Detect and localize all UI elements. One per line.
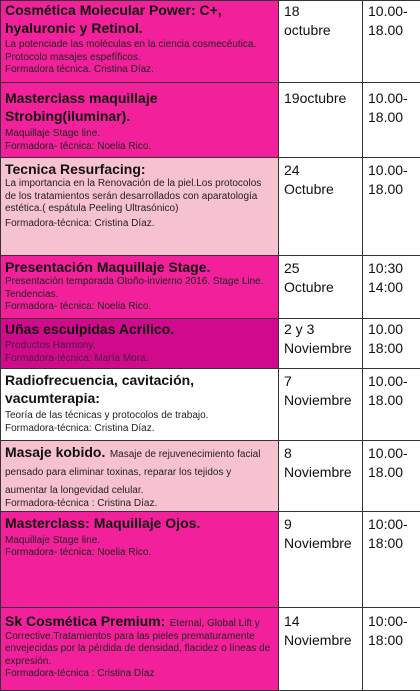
- course-date-month: Noviembre: [284, 463, 357, 482]
- course-time-start: 10:00-: [368, 515, 415, 534]
- course-time-cell: [363, 319, 420, 369]
- course-time-start: 10.00: [368, 320, 415, 339]
- course-title: Presentación Maquillaje Stage.: [5, 258, 274, 276]
- course-title: Radiofrecuencia, cavitación, vacumterapia:: [5, 371, 274, 407]
- course-description: Maquillaje Stage line.: [5, 128, 274, 141]
- table-row: [1, 369, 420, 441]
- course-description: Teoría de las técnicas y protocolos de trabajo.: [5, 410, 274, 423]
- course-date-day: 8: [284, 444, 357, 463]
- course-description-cell: [1, 158, 279, 256]
- course-trainer: Formadora- técnica: Noelia Rico.: [5, 141, 274, 154]
- table-row: [1, 1, 420, 83]
- course-date-cell: [279, 369, 363, 441]
- course-date-cell: [279, 441, 363, 512]
- course-description: Productos Harmony.: [5, 340, 274, 353]
- course-description-cell: [1, 441, 279, 512]
- course-time-cell: [363, 256, 420, 319]
- course-date-cell: [279, 158, 363, 256]
- course-date-cell: [279, 511, 363, 607]
- course-description-cell: [1, 319, 279, 369]
- course-date-month: Noviembre: [284, 391, 357, 410]
- course-date-day: 9: [284, 515, 357, 534]
- course-time-cell: [363, 369, 420, 441]
- course-description: Presentación temporada Otoño-invierno 2016. Stage Line. Tendencias.: [5, 276, 274, 301]
- course-time-end: 18.00: [368, 463, 415, 482]
- course-date-day: 25: [284, 259, 357, 278]
- course-description-cell: [1, 256, 279, 319]
- course-time-cell: [363, 511, 420, 607]
- course-trainer: Formadora técnica. Cristina Díaz.: [5, 64, 274, 77]
- course-time-cell: [363, 1, 420, 83]
- course-title: Masterclass: Maquillaje Ojos.: [5, 514, 274, 532]
- course-description: Masaje de rejuvenecimiento facial pensado para eliminar toxinas, reparar los tejidos y aumentar la longevidad celular.: [5, 449, 260, 496]
- course-date-day: 19octubre: [284, 89, 357, 108]
- course-date-day: 18: [284, 2, 357, 21]
- course-time-end: 18:00: [368, 534, 415, 553]
- course-description-cell: [1, 369, 279, 441]
- course-date-month: octubre: [284, 21, 357, 40]
- course-time-cell: [363, 83, 420, 158]
- course-time-start: 10.00-: [368, 89, 415, 108]
- course-title: Sk Cosmética Premium:: [5, 613, 165, 629]
- course-title: Cosmética Molecular Power: C+, hyaluronic y Retinol.: [5, 1, 274, 37]
- table-row: [1, 511, 420, 607]
- course-trainer: Formadora-técnica : Cristina Díaz: [5, 668, 274, 681]
- table-row: [1, 607, 420, 690]
- table-row: [1, 319, 420, 369]
- course-trainer: Formadora-técnica: Cristina Díaz.: [5, 423, 274, 436]
- course-time-end: 18:00: [368, 631, 415, 650]
- course-title: Tecnica Resurfacing:: [5, 160, 274, 178]
- course-time-cell: [363, 441, 420, 512]
- course-description-cell: [1, 1, 279, 83]
- course-description-cell: [1, 83, 279, 158]
- course-time-start: 10:30: [368, 259, 415, 278]
- course-description-cell: [1, 511, 279, 607]
- course-date-month: Noviembre: [284, 339, 357, 358]
- course-time-start: 10.00-: [368, 372, 415, 391]
- table-row: [1, 158, 420, 256]
- course-description: Maquillaje Stage line.: [5, 535, 274, 548]
- course-time-start: 10.00-: [368, 161, 415, 180]
- course-time-end: 18.00: [368, 391, 415, 410]
- course-title: Masaje kobido.: [5, 444, 105, 460]
- course-time-end: 18.00: [368, 180, 415, 199]
- course-time-start: 10:00-: [368, 612, 415, 631]
- course-date-cell: [279, 319, 363, 369]
- course-date-day: 14: [284, 612, 357, 631]
- table-row: [1, 441, 420, 512]
- course-date-day: 24: [284, 161, 357, 180]
- course-time-end: 14:00: [368, 278, 415, 297]
- course-trainer: Formadora- técnica: Noelia Rico.: [5, 301, 274, 314]
- course-time-start: 10.00-: [368, 2, 415, 21]
- course-date-month: Noviembre: [284, 631, 357, 650]
- table-row: [1, 83, 420, 158]
- course-title: Masterclass maquillaje Strobing(iluminar).: [5, 89, 274, 125]
- course-time-end: 18:00: [368, 339, 415, 358]
- course-time-end: 18.00: [368, 21, 415, 40]
- course-heading-line: [5, 443, 274, 498]
- course-trainer: Formadora- técnica: Noelia Rico.: [5, 547, 274, 560]
- course-date-cell: [279, 607, 363, 690]
- course-date-month: Octubre: [284, 180, 357, 199]
- course-time-start: 10.00-: [368, 444, 415, 463]
- course-date-month: Octubre: [284, 278, 357, 297]
- course-description: Corrective.Tratamientos para las pieles prematuramente envejecidas por la pérdida de densidad, flacidez o líneas de expresión.: [5, 631, 274, 669]
- course-description-inline: Eternal, Global Lift y: [170, 618, 260, 629]
- course-description-cell: [1, 607, 279, 690]
- course-date-day: 2 y 3: [284, 320, 357, 339]
- course-heading-line: [5, 612, 274, 631]
- course-time-cell: [363, 158, 420, 256]
- course-date-cell: [279, 83, 363, 158]
- course-trainer: Formadora-técnica: María Mora.: [5, 353, 274, 366]
- course-description: La importancia en la Renovación de la piel.Los protocolos de los tratamientos serán desarrollados con aparatología estética.( espátula Peeling Ultrasónico): [5, 178, 274, 216]
- course-time-end: 18.00: [368, 108, 415, 127]
- course-trainer: Formadora-técnica : Cristina Díaz.: [5, 498, 274, 511]
- course-date-day: 7: [284, 372, 357, 391]
- course-date-cell: [279, 256, 363, 319]
- course-trainer: Formadora-técnica: Cristina Díaz.: [5, 218, 274, 231]
- table-row: [1, 256, 420, 319]
- course-date-month: Noviembre: [284, 534, 357, 553]
- course-date-cell: [279, 1, 363, 83]
- course-time-cell: [363, 607, 420, 690]
- course-description: La potenciade las moléculas en la ciencia cosmecéutica. Protocolo masajes espefíficos.: [5, 39, 274, 64]
- course-title: Uñas esculpidas Acrilico.: [5, 320, 274, 338]
